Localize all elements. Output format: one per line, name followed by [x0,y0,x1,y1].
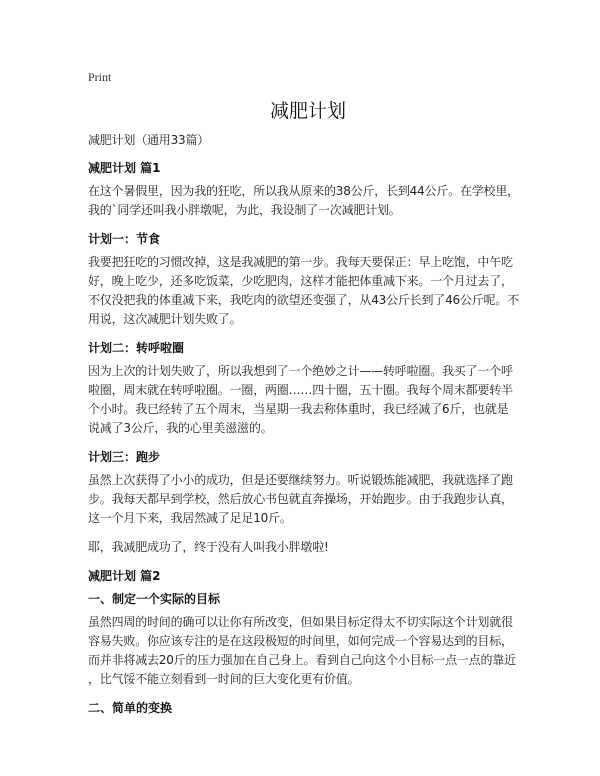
paragraph-line: 说减了3公斤，我的心里美滋滋的。 [88,421,273,435]
paragraph-line: 而并非将减去20斤的压力强加在自己身上。看到自己向这个小目标一点一点的靠近 [88,653,516,667]
paragraph-line: 啦圈，周末就在转呼啦圈。一圈，两圈……四十圈，五十圈。我每个周末都要转半 [88,383,513,397]
paragraph [88,253,528,329]
section-heading: 一、制定一个实际的目标 [88,592,221,606]
paragraph-line: 不仅没把我的体重减下来，我吃肉的欲望还变强了，从43公斤长到了46公斤呢。不 [88,293,519,307]
section-heading: 减肥计划 篇1 [88,161,161,175]
paragraph-line: 耶，我减肥成功了，终于没有人叫我小胖墩啦! [88,540,329,554]
paragraph-line: ，比气馁不能立刻看到一时间的巨大变化更有价值。 [88,672,360,686]
paragraph-line: 我要把狂吃的习惯改掉，这是我减肥的第一步。我每天要保正：早上吃饱，中午吃 [88,255,513,269]
paragraph-line: 好，晚上吃少，还多吃饭菜，少吃肥肉，这样才能把体重减下来。一个月过去了， [88,274,513,288]
paragraph [88,538,528,557]
paragraph [88,362,528,438]
document-subtitle: 减肥计划（通用33篇） [88,133,210,147]
section-heading: 计划一：节食 [88,232,161,246]
paragraph-line: 虽然四周的时间的确可以让你有所改变，但如果目标定得太不切实际这个计划就很 [88,615,513,629]
section-heading: 计划二：转呼啦圈 [88,341,185,355]
page-title: 减肥计划 [269,100,346,122]
paragraph-line: 容易失败。你应该专注的是在这段极短的时间里，如何完成一个容易达到的目标， [88,634,513,648]
print-link[interactable]: Print [88,70,112,84]
document-body [88,131,528,722]
paragraph [88,182,528,220]
paragraph [88,613,528,689]
paragraph [88,471,528,528]
paragraph-line: 因为上次的计划失败了，所以我想到了一个绝妙之计——转呼啦圈。我买了一个呼 [88,364,513,378]
paragraph-line: 这一个月下来，我居然减了足足10斤。 [88,511,292,525]
paragraph-line: 在这个暑假里，因为我的狂吃，所以我从原来的38公斤，长到44公斤。在学校里， [88,184,519,198]
paragraph-line: 个小时。我已经转了五个周末，当星期一我去称体重时，我已经减了6斤，也就是 [88,402,509,416]
section-heading: 二、简单的变换 [88,701,173,715]
paragraph-line: 虽然上次获得了小小的成功，但是还要继续努力。听说锻炼能减肥，我就选择了跑 [88,473,513,487]
paragraph-line: 步。我每天都早到学校，然后放心书包就直奔操场，开始跑步。由于我跑步认真， [88,492,513,506]
section-heading: 计划三：跑步 [88,450,161,464]
paragraph-line: 用说，这次减肥计划失败了。 [88,312,242,326]
section-heading: 减肥计划 篇2 [88,569,161,583]
paragraph-line: 我的`同学还叫我小胖墩呢，为此，我设制了一次减肥计划。 [88,203,401,217]
